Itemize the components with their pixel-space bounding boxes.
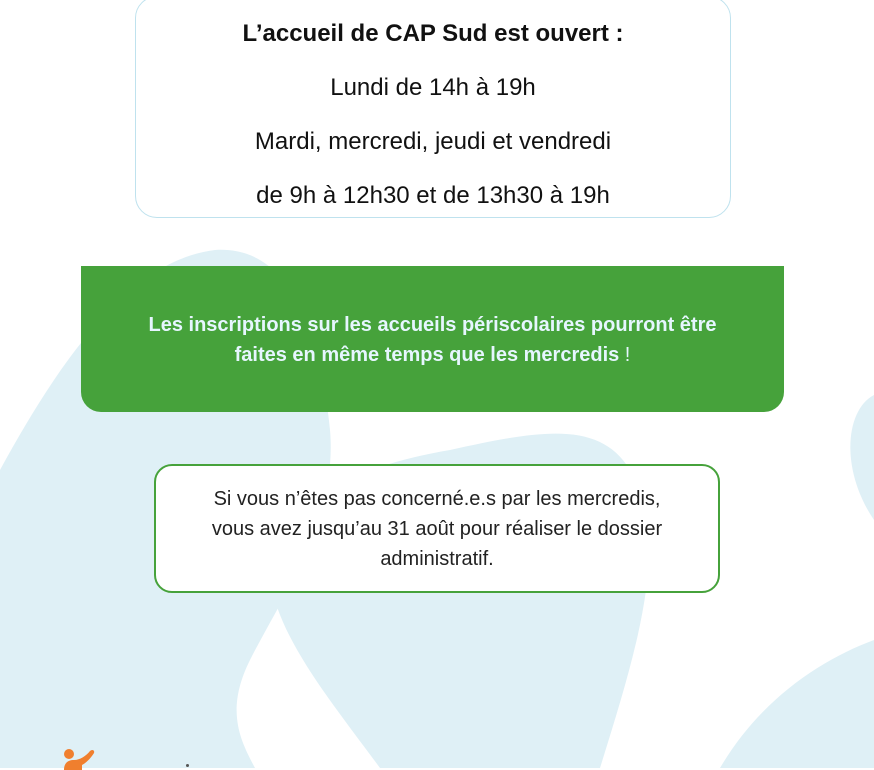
- opening-hours-title: L’accueil de CAP Sud est ouvert :: [242, 20, 624, 47]
- opening-hours-weekdays: Mardi, mercredi, jeudi et vendredi: [254, 128, 612, 155]
- deadline-text-line1: Si vous n’êtes pas concerné.e.s par les mercredis,: [213, 488, 661, 510]
- registration-text-line2-main: faites en même temps que les mercredis: [234, 344, 620, 366]
- registration-text-line1: Les inscriptions sur les accueils périscolaires pourront être: [148, 314, 717, 336]
- wave-shape-right-top: [850, 395, 874, 520]
- opening-hours-box: [135, 0, 731, 218]
- opening-hours-times: de 9h à 12h30 et de 13h30 à 19h: [256, 182, 610, 209]
- deadline-text-line3: administratif.: [380, 548, 494, 570]
- person-raising-arm-icon: [60, 748, 102, 770]
- deadline-text-line2: vous avez jusqu’au 31 août pour réaliser le dossier: [211, 518, 663, 540]
- registration-text-exclamation: !: [619, 344, 631, 366]
- opening-hours-monday: Lundi de 14h à 19h: [330, 74, 536, 101]
- registration-text-line2: [81, 340, 784, 370]
- registration-banner: [81, 266, 784, 412]
- logo-mark-dot: [186, 764, 189, 767]
- wave-shape-right-bottom: [720, 640, 874, 768]
- deadline-notice-box: [154, 464, 720, 593]
